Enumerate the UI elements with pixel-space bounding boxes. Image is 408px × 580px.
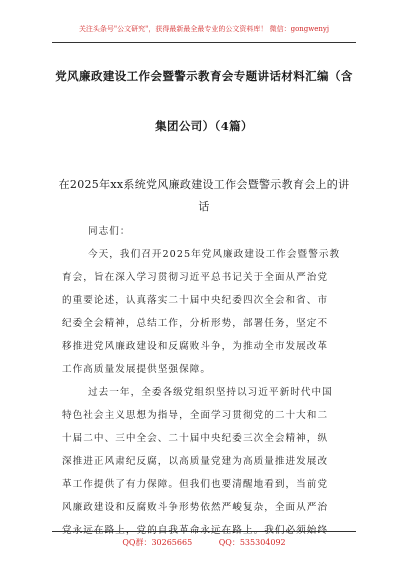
body-text-line: 十届二中、三中全会、二十届中央纪委三次全会精神，纵 — [62, 433, 329, 444]
body-text-line: 今天，我们召开2025年党风廉政建设工作会暨警示教 — [88, 249, 341, 260]
body-text-line: 党永远在路上，党的自我革命永远在路上。我们必须始终 — [62, 525, 329, 536]
document-title-line-1: 党风廉政建设工作会暨警示教育会专题讲话材料汇编（含 — [55, 69, 353, 83]
body-text-line: 工作高质量发展提供坚强保障。 — [62, 364, 212, 375]
page-header-banner: 关注头条号"公文研究"，获得最新最全最专业的公文资料库！ 微信：gongwenyj — [78, 25, 330, 33]
body-text-line: 育会，旨在深入学习贯彻习近平总书记关于全面从严治党 — [62, 272, 329, 283]
footer-divider — [52, 531, 356, 532]
footer-qq-group: QQ群：30265665 — [122, 538, 193, 547]
speech-heading-line-1: 在2025年xx系统党风廉政建设工作会暨警示教育会上的讲 — [58, 178, 350, 191]
speech-heading-line-2: 话 — [198, 200, 210, 213]
body-text-line: 风廉政建设和反腐败斗争形势依然严峻复杂，全面从严治 — [62, 502, 329, 513]
body-text-line: 纪委全会精神，总结工作，分析形势，部署任务，坚定不 — [62, 318, 329, 329]
body-text-line: 特色社会主义思想为指导，全面学习贯彻党的二十大和二 — [62, 410, 329, 421]
salutation: 同志们： — [88, 226, 131, 237]
body-text-line: 深推进正风肃纪反腐，以高质量党建为高质量推进发展改 — [62, 456, 329, 467]
document-title-line-2: 集团公司）（4篇） — [155, 119, 253, 133]
body-text-line: 移推进党风廉政建设和反腐败斗争，为推动全市发展改革 — [62, 341, 329, 352]
body-text-line: 革工作提供了有力保障。但我们也要清醒地看到，当前党 — [62, 479, 329, 490]
footer-qq-contact: QQ：535304092 — [218, 538, 286, 547]
body-text-line: 的重要论述，认真落实二十届中央纪委四次全会和省、市 — [62, 295, 329, 306]
header-divider — [52, 42, 356, 43]
page-footer — [0, 537, 408, 548]
body-text-line: 过去一年，全委各级党组织坚持以习近平新时代中国 — [88, 387, 333, 398]
